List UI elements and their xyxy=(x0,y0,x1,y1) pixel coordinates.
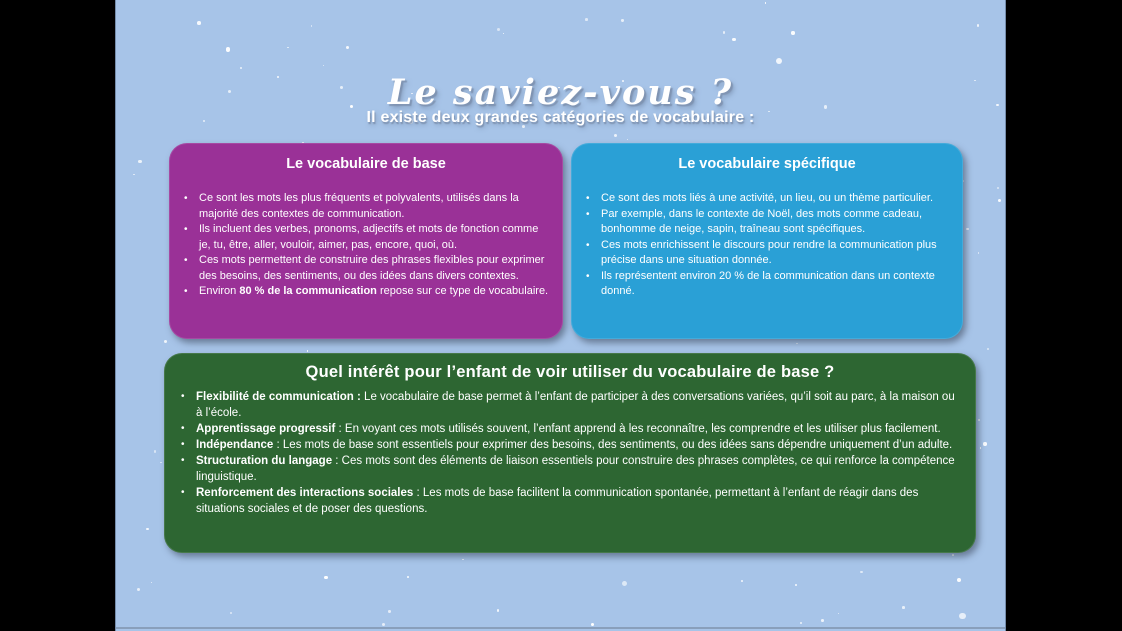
snowflake-dot xyxy=(791,31,794,34)
snowflake-dot xyxy=(838,613,839,614)
bullet-item: • Ces mots permettent de construire des phrases flexibles pour exprimer des besoins, des sentiments, ou des idées dans divers contextes. xyxy=(183,253,551,284)
bullet-item: • Ce sont les mots les plus fréquents et polyvalents, utilisés dans la majorité des contextes de communication. xyxy=(183,191,551,222)
snowflake-dot xyxy=(741,580,743,582)
slide-canvas xyxy=(115,0,1006,631)
snowflake-dot xyxy=(407,576,409,578)
snowflake-dot xyxy=(503,33,504,34)
snowflake-dot xyxy=(311,25,313,27)
snowflake-dot xyxy=(796,343,798,345)
bullet-item: • Par exemple, dans le contexte de Noël, des mots comme cadeau, bonhomme de neige, sapin, traîneau sont spécifiques. xyxy=(585,207,951,238)
snowflake-dot xyxy=(307,350,309,352)
bullet-item: • Renforcement des interactions sociales : Les mots de base facilitent la communication spontanée, permettant à l’enfant de réagir dans des situations sociales et de poser des questions. xyxy=(180,485,962,517)
card-title-base: Le vocabulaire de base xyxy=(286,156,446,172)
snowflake-dot xyxy=(497,28,500,31)
snowflake-dot xyxy=(622,581,627,586)
snowflake-dot xyxy=(959,613,965,619)
snowflake-dot xyxy=(983,442,986,445)
bullet-item: • Ce sont des mots liés à une activité, un lieu, ou un thème particulier. xyxy=(585,191,951,207)
snowflake-dot xyxy=(627,139,628,140)
snowflake-dot xyxy=(324,576,327,579)
snowflake-dot xyxy=(902,606,905,609)
snowflake-dot xyxy=(957,578,961,582)
snowflake-dot xyxy=(151,582,152,583)
snowflake-dot xyxy=(388,610,390,612)
snowflake-dot xyxy=(800,622,802,624)
snowflake-dot xyxy=(287,47,288,48)
bullet-list-base xyxy=(183,191,551,300)
snowflake-dot xyxy=(978,252,980,254)
snowflake-dot xyxy=(160,462,161,463)
bullet-item: • Flexibilité de communication : Le vocabulaire de base permet à l’enfant de participer à des conversations variées, qu’il soit au parc, à la maison ou à l’école. xyxy=(180,389,962,421)
page-subtitle: Il existe deux grandes catégories de vocabulaire : xyxy=(366,109,755,126)
snowflake-dot xyxy=(987,348,989,350)
bullet-list-specific xyxy=(585,191,951,300)
snowflake-dot xyxy=(998,199,1001,202)
snowflake-dot xyxy=(197,21,201,25)
snowflake-dot xyxy=(346,46,349,49)
snowflake-dot xyxy=(133,174,135,176)
page-title: Le saviez-vous ? xyxy=(387,72,734,113)
bullet-item: • Ils représentent environ 20 % de la communication dans un contexte donné. xyxy=(585,269,951,300)
page-bottom-edge xyxy=(116,627,1005,629)
snowflake-dot xyxy=(382,623,385,626)
card-title-interest: Quel intérêt pour l’enfant de voir utiliser du vocabulaire de base ? xyxy=(305,363,835,381)
snowflake-dot xyxy=(497,609,499,611)
snowflake-dot xyxy=(230,612,232,614)
snowflake-dot xyxy=(585,18,588,21)
bullet-item: • Ils incluent des verbes, pronoms, adjectifs et mots de fonction comme je, tu, être, aller, vouloir, aimer, pas, encore, quoi, où. xyxy=(183,222,551,253)
snowflake-dot xyxy=(164,340,167,343)
snowflake-dot xyxy=(978,419,980,421)
snowflake-dot xyxy=(966,228,968,230)
snowflake-dot xyxy=(977,24,980,27)
snowflake-dot xyxy=(240,67,241,68)
snowflake-dot xyxy=(462,559,464,561)
snowflake-dot xyxy=(614,134,617,137)
snowflake-dot xyxy=(138,160,141,163)
snowflake-dot xyxy=(591,623,594,626)
snowflake-dot xyxy=(795,584,797,586)
snowflake-dot xyxy=(137,588,140,591)
snowflake-dot xyxy=(776,58,782,64)
card-vocabulary-specific xyxy=(571,143,963,339)
snowflake-dot xyxy=(154,450,157,453)
bullet-item: • Environ 80 % de la communication repose sur ce type de vocabulaire. xyxy=(183,284,551,300)
snowflake-dot xyxy=(621,19,623,21)
snowflake-dot xyxy=(723,31,725,33)
card-title-specific: Le vocabulaire spécifique xyxy=(678,156,856,172)
snowflake-dot xyxy=(226,47,231,52)
snowflake-dot xyxy=(765,2,766,3)
bullet-list-interest xyxy=(180,389,962,517)
bullet-item: • Indépendance : Les mots de base sont essentiels pour exprimer des besoins, des sentiments, ou des idées sans dépendre uniquement d’un adulte. xyxy=(180,437,962,453)
snowflake-dot xyxy=(997,187,999,189)
snowflake-dot xyxy=(146,528,148,530)
snowflake-dot xyxy=(952,554,954,556)
snowflake-dot xyxy=(860,571,862,573)
bullet-item: • Structuration du langage : Ces mots sont des éléments de liaison essentiels pour construire des phrases complètes, ce qui renforce la compétence linguistique. xyxy=(180,453,962,485)
snowflake-dot xyxy=(821,619,824,622)
card-vocabulary-base xyxy=(169,143,563,339)
bullet-item: • Ces mots enrichissent le discours pour rendre la communication plus précise dans une situation donnée. xyxy=(585,238,951,269)
snowflake-dot xyxy=(323,65,324,66)
card-interest xyxy=(164,353,976,553)
bullet-item: • Apprentissage progressif : En voyant ces mots utilisés souvent, l’enfant apprend à les reconnaître, les comprendre et les utiliser plus facilement. xyxy=(180,421,962,437)
snowflake-dot xyxy=(732,38,735,41)
snowflake-dot xyxy=(980,447,981,448)
